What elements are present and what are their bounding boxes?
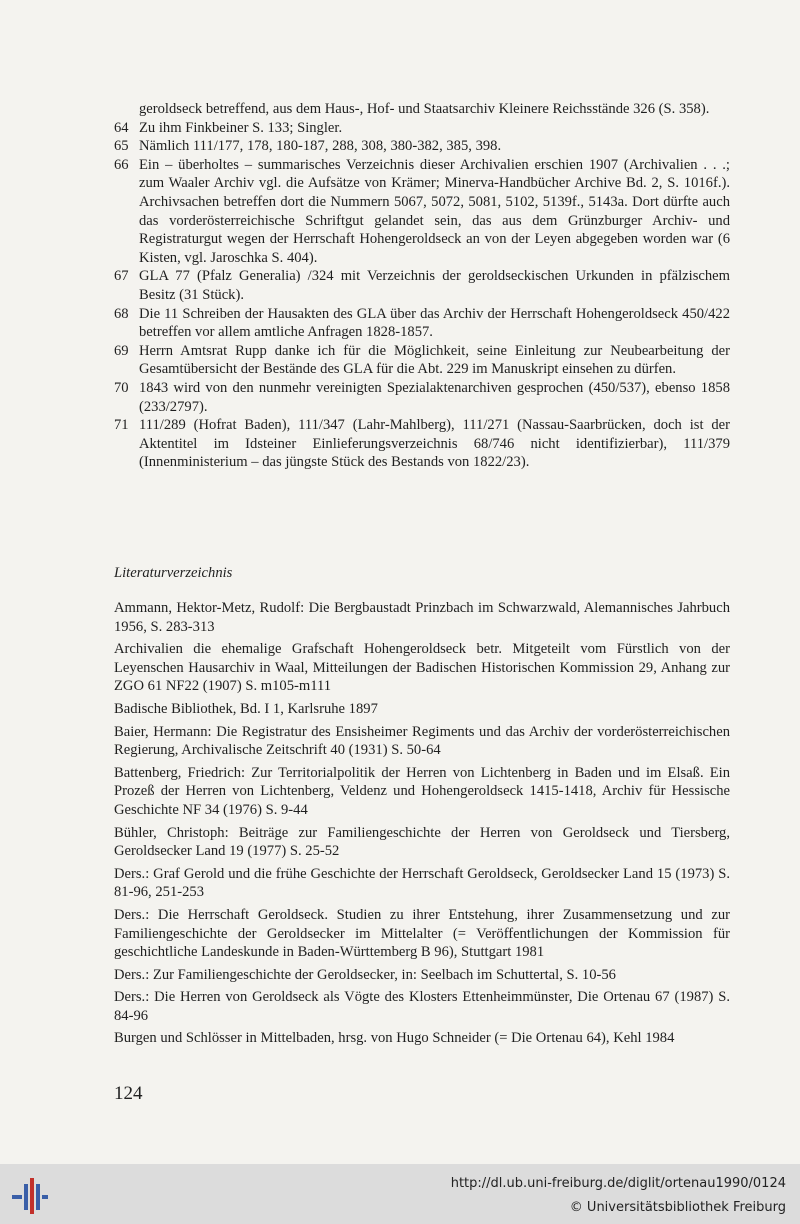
footnote [114,416,730,472]
footnote [114,305,730,342]
footnote [114,156,730,268]
footnote-text: Ein – überholtes – summarisches Verzeichnis dieser Archivalien erschien 1907 (Archivalien . . .; zum Waaler Archiv vgl. die Aufsätze von Krämer; Minerva-Handbücher Archive Bd. 2, S. 1016f.). Archivsachen betreffen dort die Nummern 5067, 5072, 5081, 5102, 5139f., 5143a. Dort dürfte auch das vorderösterreichische Schriftgut gelandet sein, das aus dem Grünzburger Archiv- und Registraturgut wegen der Herrschaft Hohengeroldseck an von der Leyen abgegeben worden war (6 Kisten, vgl. Jaroschka S. 404). [139,156,730,266]
footnote-number: 65 [114,138,129,155]
footnote [114,379,730,416]
footnote-text: 111/289 (Hofrat Baden), 111/347 (Lahr-Mahlberg), 111/271 (Nassau-Saarbrücken, doch ist der Aktentitel im Idsteiner Einlieferungsverzeichnis 68/746 nicht identifizierbar), 111/379 (Innenministerium – das jüngste Stück des Bestands von 1822/23). [139,417,730,471]
footnote-text: geroldseck betreffend, aus dem Haus-, Hof- und Staatsarchiv Kleinere Reichsstände 326 (S. 358). [139,101,710,117]
copyright-text: © Universitätsbibliothek Freiburg [569,1200,786,1215]
permalink-url[interactable]: http://dl.ub.uni-freiburg.de/diglit/ortenau1990/0124 [450,1176,786,1191]
footnote-text: 1843 wird von den nunmehr vereinigten Spezialaktenarchiven gesprochen (450/537), ebenso 1858 (233/2797). [139,379,730,415]
literature-entry: Ders.: Graf Gerold und die frühe Geschichte der Herrschaft Geroldseck, Geroldsecker Land 15 (1973) S. 81-96, 251-253 [114,865,730,901]
literature-entry: Bühler, Christoph: Beiträge zur Familiengeschichte der Herren von Geroldseck und Tiersberg, Geroldsecker Land 19 (1977) S. 25-52 [114,824,730,860]
literature-entry: Baier, Hermann: Die Registratur des Ensisheimer Regiments und das Archiv der vorderösterreichischen Regierung, Archivalische Zeitschrift 40 (1931) S. 50-64 [114,723,730,759]
footnote [114,119,730,138]
footnote-text: Die 11 Schreiben der Hausakten des GLA über das Archiv der Herrschaft Hohengeroldseck 450/422 betreffen vor allem amtliche Anfragen 1828-1857. [139,305,730,341]
footnote-number: 71 [114,417,129,434]
footnote [114,137,730,156]
literature-heading: Literaturverzeichnis [114,565,233,581]
footnote-text: Zu ihm Finkbeiner S. 133; Singler. [139,119,343,136]
footnote-text: Herrn Amtsrat Rupp danke ich für die Möglichkeit, seine Einleitung zur Neubearbeitung der Gesamtübersicht der Bestände des GLA für die Abt. 229 im Manuskript einsehen zu dürfen. [139,342,730,378]
literature-entry: Badische Bibliothek, Bd. I 1, Karlsruhe 1897 [114,700,378,717]
ub-freiburg-logo-icon [10,1176,50,1216]
literature-entry: Ders.: Zur Familiengeschichte der Geroldsecker, in: Seelbach im Schuttertal, S. 10-56 [114,966,616,983]
footnote-number: 64 [114,119,129,136]
footnote-text: GLA 77 (Pfalz Generalia) /324 mit Verzeichnis der geroldseckischen Urkunden in pfälzischem Besitz (31 Stück). [139,268,730,303]
literature-entry: Ders.: Die Herren von Geroldseck als Vögte des Klosters Ettenheimmünster, Die Ortenau 67 (1987) S. 84-96 [114,989,730,1024]
footnote [114,342,730,379]
footnote-number: 68 [114,305,129,322]
footnote-number: 67 [114,268,129,285]
literature-entry: Ders.: Die Herrschaft Geroldseck. Studien zu ihrer Entstehung, ihrer Zusammensetzung und zur Familiengeschichte der Geroldsecker im Mittelalter (= Veröffentlichungen der Kommission für geschichtliche Landeskunde in Baden-Württemberg B 96), Stuttgart 1981 [114,906,730,961]
footnote [114,267,730,304]
literature-entry: Ammann, Hektor-Metz, Rudolf: Die Bergbaustadt Prinzbach im Schwarzwald, Alemannisches Jahrbuch 1956, S. 283-313 [114,600,730,635]
literature-entry: Burgen und Schlösser in Mittelbaden, hrsg. von Hugo Schneider (= Die Ortenau 64), Kehl 1984 [114,1030,675,1047]
footnote-number: 69 [114,342,129,359]
footnote [114,100,730,119]
footnote-text: Nämlich 111/177, 178, 180-187, 288, 308, 380-382, 385, 398. [139,138,502,155]
footnote-number: 70 [114,379,129,396]
footnote-number: 66 [114,156,129,173]
footnotes [114,100,730,472]
literature-entry: Archivalien die ehemalige Grafschaft Hohengeroldseck betr. Mitgeteilt vom Fürstlich von der Leyenschen Hausarchiv in Waal, Mitteilungen der Badischen Historischen Kommission 29, Anhang zur ZGO 61 NF22 (1907) S. m105-m111 [114,641,730,695]
literature-entry: Battenberg, Friedrich: Zur Territorialpolitik der Herren von Lichtenberg in Baden und im Elsaß. Ein Prozeß der Herren von Lichtenberg, Veldenz und Hohengeroldseck 1415-1418, Archiv für Hessische Geschichte NF 34 (1976) S. 9-44 [114,764,730,818]
page-number: 124 [114,1083,143,1104]
viewer-footer [0,1164,800,1224]
literature-list [114,599,730,1052]
